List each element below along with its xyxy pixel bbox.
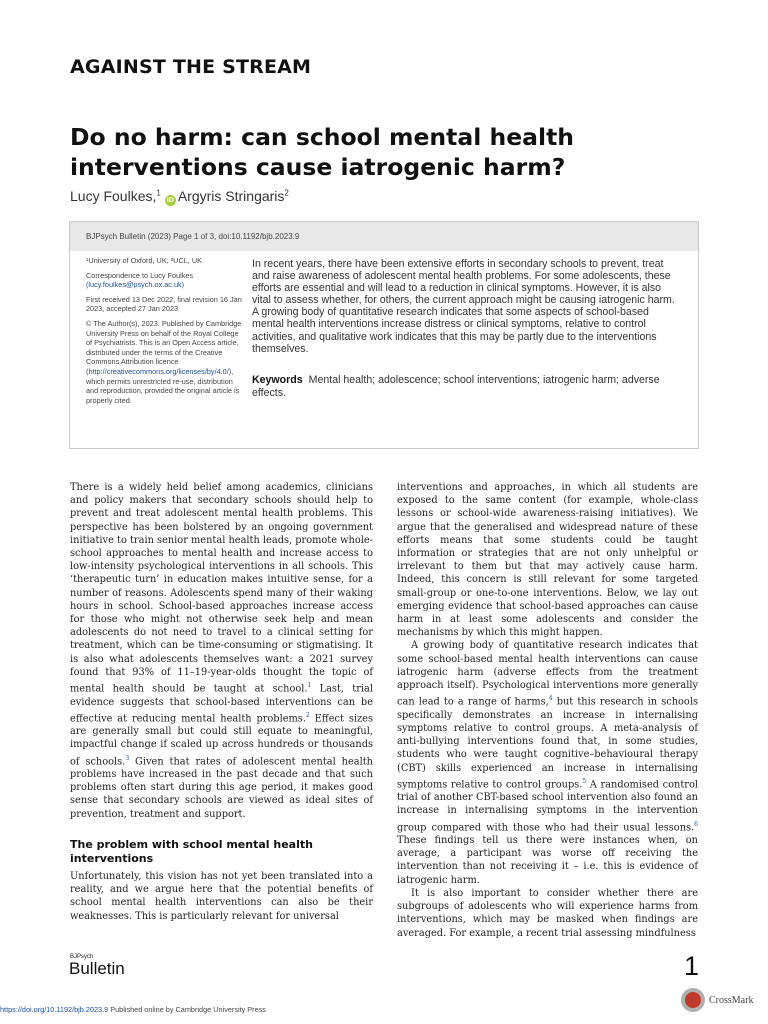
article-title: Do no harm: can school mental health interventions cause iatrogenic harm?	[70, 123, 575, 181]
body-column-left-continued	[70, 870, 373, 923]
journal-logo-prefix: BJPsych	[70, 954, 94, 960]
abstract: In recent years, there have been extensive efforts in secondary schools to prevent, treat and raise awareness of adolescent mental health problems. For some adolescents, these efforts are essential and will lead to a reduction in clinical symptoms. However, it is also vital to assess whether, for others, the current approach might be causing iatrogenic harm. A growing body of quantitative research indicates that some aspects of school-based mental health interventions increase distress or clinical symptoms, relative to control activities, and qualitative work indicates that this may be partly due to the interventions themselves.	[252, 258, 675, 355]
reference-link[interactable]: 4	[548, 695, 553, 703]
license-note	[86, 319, 244, 405]
paragraph: Unfortunately, this vision has not yet been translated into a reality, and we argue here that the potential benefits of school mental health interventions can also be their weaknesses. This is particularly relevant for universal	[70, 871, 373, 922]
body-column-left	[70, 481, 373, 821]
page-number: 1	[684, 951, 700, 981]
paragraph: There is a widely held belief among academics, clinicians and policy makers that secondary schools should help to prevent and treat adolescent mental health problems. This perspective has been bolstered by an ongoing government initiative to train senior mental health leads, promote whole-school approaches to mental health and increase access to low-intensity psychological interventions in all schools. This ‘therapeutic turn’ in education makes intuitive sense, for a number of reasons. Adolescents spend many of their waking hours in school. School-based approaches increase access for those who might not otherwise seek help and mean adolescents do not need to travel to a clinical setting for treatment, which can be time-consuming or stigmatising. It is also what adolescents themselves want: a 2021 survey found that 93% of 11–19-year-olds thought the topic of mental health should be taught at school.$^1$ Last, trial evidence suggests that school-based interventions can be effective at reducing mental health problems.$^2$ Effect sizes are generally small but could still equate to meaningful, impactful change if scaled up across hundreds or thousands of schools.$^3$ Given that rates of adolescent mental health problems have increased in the past decade and that such problems often start during this age period, it makes good sense that secondary schools are viewed as ideal sites of prevention, treatment and support.	[70, 482, 373, 820]
citation-bar	[70, 222, 698, 251]
reference-link[interactable]: 1	[307, 682, 312, 690]
license-text-a: © The Author(s), 2023. Published by Cambridge University Press on behalf of the Royal College of Psychiatrists. This is an Open Access article, distributed under the terms of the Creative Commons Attribution licence (	[86, 318, 242, 376]
section-subheading: The problem with school mental health interventions	[70, 838, 313, 865]
crossmark-icon	[681, 988, 705, 1012]
author-1-affil: 1	[156, 188, 161, 198]
paragraph: A growing body of quantitative research indicates that some school-based mental health interventions can cause iatrogenic harm (adverse effects from the treatment approach itself). Psychological interventions more generally can lead to a range of harms,$^4$ but this research in schools specifically demonstrates an increase in internalising symptoms relative to control groups. A meta-analysis of anti-bullying interventions found that, in some studies, students who were taught cognitive–behavioural therapy (CBT) skills experienced an increase in internalising symptoms relative to control groups.$^5$ A randomised control trial of another CBT-based school intervention also found an increase in internalising symptoms in the intervention group compared with those who had their usual lessons.$^6$ These findings tell us there were instances when, on average, a participant was worse off receiving the intervention than not receiving it – i.e. this is evidence of iatrogenic harm.	[397, 640, 698, 886]
reference-link[interactable]: 2	[305, 711, 310, 719]
reference-link[interactable]: 6	[694, 820, 698, 828]
body-column-right	[397, 481, 698, 940]
keywords	[252, 374, 682, 400]
publisher-note: Published online by Cambridge University Press	[108, 1005, 266, 1014]
citation-text: BJPsych Bulletin (2023) Page 1 of 3, doi:10.1192/bjb.2023.9	[86, 232, 300, 241]
author-line	[70, 188, 289, 206]
journal-logo: Bulletin	[69, 959, 125, 978]
author-2-affil: 2	[284, 188, 289, 198]
keywords-label: Keywords	[252, 374, 303, 386]
doi-link[interactable]: https://doi.org/10.1192/bjb.2023.9	[0, 1005, 109, 1014]
license-link[interactable]: http://creativecommons.org/licenses/by/4.0/	[88, 366, 229, 376]
orcid-icon[interactable]: iD	[166, 197, 174, 204]
footer-line	[0, 1005, 266, 1014]
article-metadata	[86, 256, 244, 410]
paragraph: interventions and approaches, in which all students are exposed to the same content (for example, whole-class lessons or school-wide awareness-raising initiatives). We argue that the generalised and widespread nature of these efforts means that some students could be taught information or strategies that are not only unhelpful or irrelevant to them but that may actively cause harm. Indeed, this concern is still relevant for some targeted small-group or one-to-one interventions. Below, we lay out emerging evidence that school-based approaches can cause harm in at least some adolescents and consider the mechanisms by which this might happen.	[397, 482, 698, 639]
article-info-box	[69, 221, 699, 449]
correspondence: Correspondence to Lucy Foulkes	[86, 270, 194, 280]
author-1[interactable]: Lucy Foulkes,	[70, 188, 157, 204]
paragraph: It is also important to consider whether there are subgroups of adolescents who will experience harms from interventions, which may be masked when findings are averaged. For example, a recent trial assessing mindfulness	[397, 887, 698, 939]
received-dates: First received 13 Dec 2022, final revision 16 Jan 2023, accepted 27 Jan 2023	[86, 294, 242, 314]
crossmark-badge[interactable]	[681, 988, 761, 1014]
license-text-b: ), which permits unrestricted re-use, distribution and reproduction, provided the original article is properly cited.	[86, 366, 240, 405]
keywords-text: Mental health; adolescence; school interventions; iatrogenic harm; adverse effects.	[252, 374, 660, 399]
reference-link[interactable]: 5	[582, 777, 587, 785]
correspondence-email[interactable]: (lucy.foulkes@psych.ox.ac.uk)	[86, 280, 185, 290]
crossmark-label: CrossMark	[709, 995, 754, 1006]
author-2[interactable]: Argyris Stringaris	[177, 188, 285, 204]
section-heading: AGAINST THE STREAM	[70, 56, 312, 78]
reference-link[interactable]: 3	[125, 754, 130, 762]
affiliations: ¹University of Oxford, UK; ²UCL, UK	[86, 256, 202, 265]
